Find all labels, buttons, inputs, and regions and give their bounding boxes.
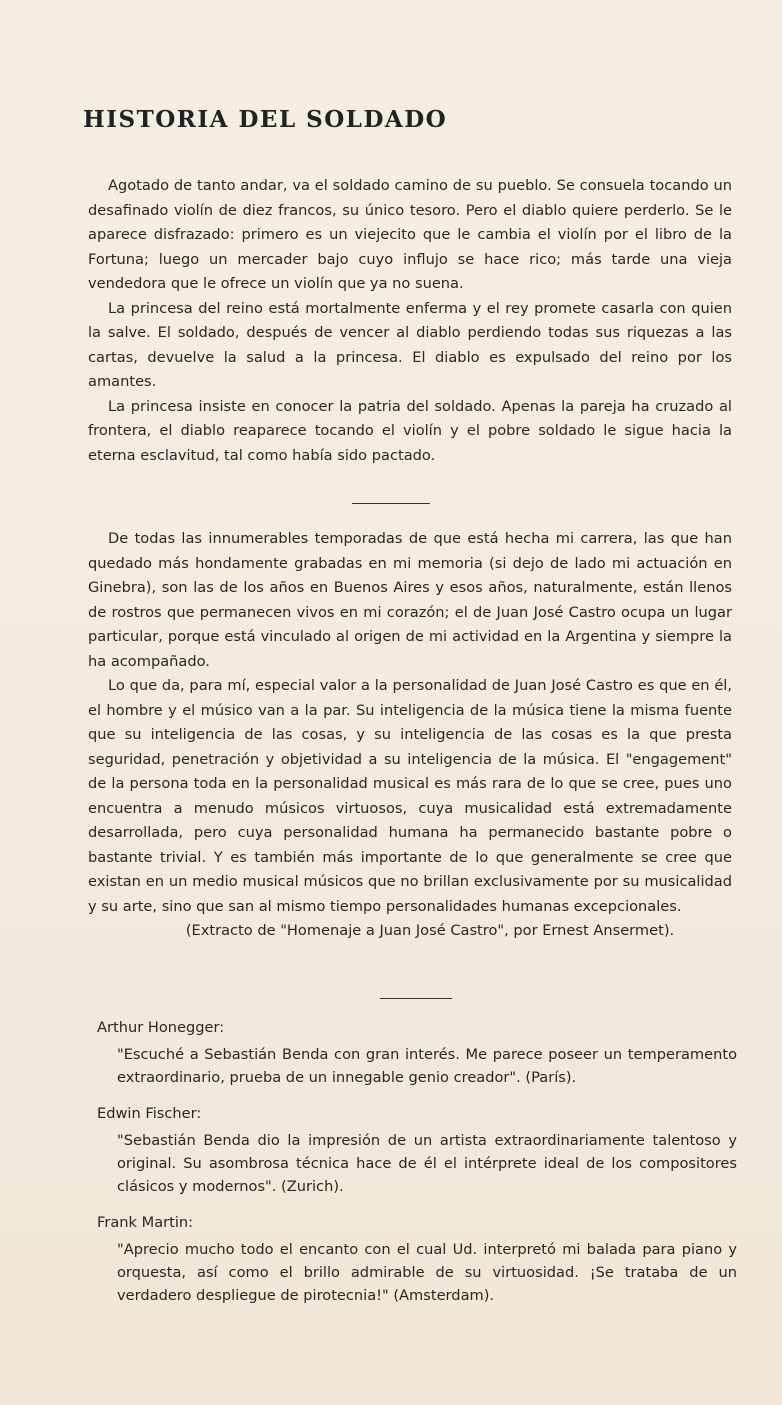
tribute-paragraph: Lo que da, para mí, especial valor a la personalidad de Juan José Castro es que en él, el hombre y el músico van a la par. Su inteligencia de la música tiene la misma fuente que su inteligencia de las cosas, y su inteligencia de las cosas es la que presta seguridad, penetración y objetividad a su inteligencia de la música. El "engagement" de la persona toda en la personalidad musical es más rara de lo que se cree, pues uno encuentra a menudo músicos virtuosos, cuya musicalidad está extremadamente desarrollada, pero cuya personalidad humana ha permanecido bastante pobre o bastante trivial. Y es también más importante de lo que generalmente se cree que existan en un medio musical músicos que no brillan exclusivamente por su musicalidad y su arte, sino que san al mismo tiempo personalidades humanas excepcionales. (88, 677, 732, 915)
quote-author: Arthur Honegger: (97, 1019, 225, 1036)
quote-author: Frank Martin: (97, 1214, 194, 1231)
story-summary (88, 174, 732, 468)
summary-paragraph: Agotado de tanto andar, va el soldado camino de su pueblo. Se consuela tocando un desafinado violín de diez francos, su único tesoro. Pero el diablo quiere perderlo. Se le aparece disfrazado: primero es un viejecito que le cambia el violín por el libro de la Fortuna; luego un mercader bajo cuyo influjo se hace rico; más tarde una vieja vendedora que le ofrece un violín que ya no suena. (88, 177, 732, 292)
summary-paragraph: La princesa insiste en conocer la patria del soldado. Apenas la pareja ha cruzado al frontera, el diablo reaparece tocando el violín y el pobre soldado le sigue hacia la eterna esclavitud, tal como había sido pactado. (88, 397, 732, 464)
summary-paragraph: La princesa del reino está mortalmente enferma y el rey promete casarla con quien la salve. El soldado, después de vencer al diablo perdiendo todas sus riquezas a las cartas, devuelve la salud a la princesa. El diablo es expulsado del reino por los amantes. (88, 299, 732, 390)
quote-text: "Sebastián Benda dio la impresión de un artista extraordinariamente talentoso y original. Su asombrosa técnica hace de él el intérprete ideal de los compositores clásicos y modernos". (Zurich). (117, 1132, 737, 1195)
tribute-text (88, 527, 732, 944)
tribute-paragraph: De todas las innumerables temporadas de que está hecha mi carrera, las que han quedado más hondamente grabadas en mi memoria (si dejo de lado mi actuación en Ginebra), son las de los años en Buenos Aires y esos años, naturalmente, están llenos de rostros que permanecen vivos en mi corazón; el de Juan José Castro ocupa un lugar particular, porque está vinculado al origen de mi actividad en la Argentina y siempre la ha acompañado. (88, 530, 732, 670)
quote-block (97, 1102, 737, 1198)
section-divider (380, 998, 452, 999)
quote-text: "Aprecio mucho todo el encanto con el cual Ud. interpretó mi balada para piano y orquesta, así como el brillo admirable de su virtuosidad. ¡Se trataba de un verdadero despliegue de pirotecnia!" (Amsterdam). (117, 1241, 737, 1304)
page-title: HISTORIA DEL SOLDADO (83, 106, 448, 133)
section-divider (352, 503, 430, 504)
quote-block (97, 1016, 737, 1089)
quote-text: "Escuché a Sebastián Benda con gran interés. Me parece poseer un temperamento extraordinario, prueba de un innegable genio creador". (París). (117, 1046, 737, 1086)
tribute-source: (Extracto de "Homenaje a Juan José Castro", por Ernest Ansermet). (185, 922, 675, 939)
critic-quotes (97, 1016, 737, 1320)
quote-author: Edwin Fischer: (97, 1105, 202, 1122)
quote-block (97, 1211, 737, 1307)
